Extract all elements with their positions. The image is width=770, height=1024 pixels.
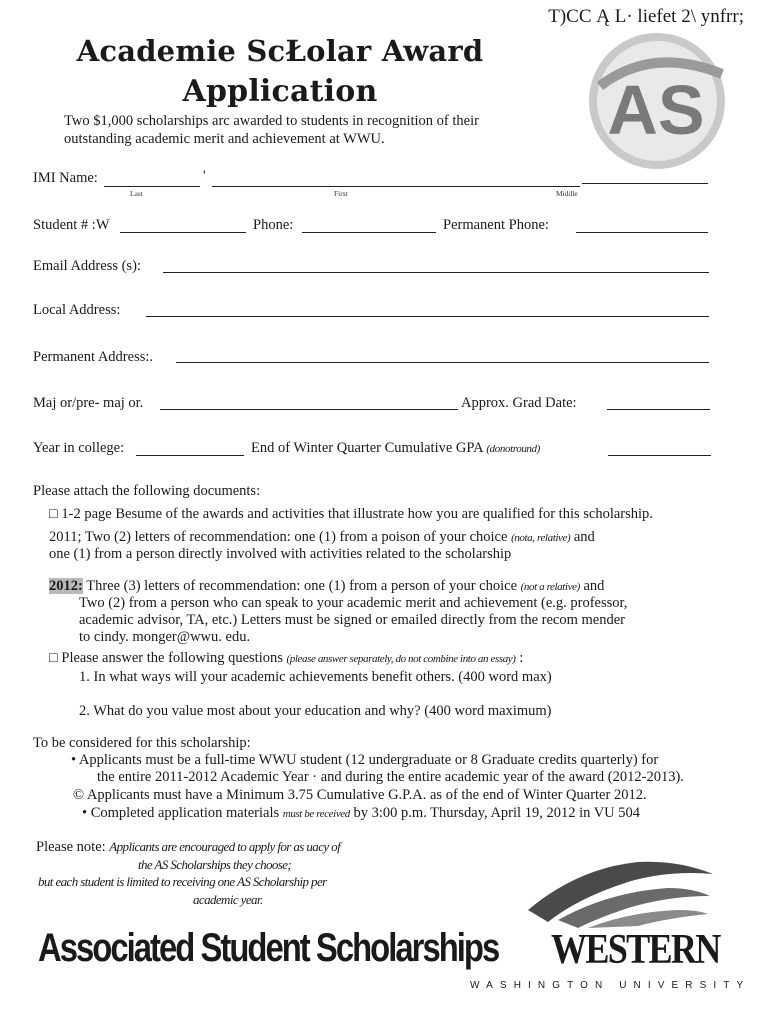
- permanent-phone-label: Permanent Phone:: [443, 217, 549, 233]
- eligibility-bullet-1b: the entire 2011-2012 Academic Year · and during the entire academic year of the award (2012-2013).: [97, 769, 684, 785]
- letters-2012-text: Three (3) letters of recommendation: one (1) from a person of your choice: [86, 578, 518, 594]
- footer-note-line2: the AS Scholarships they choose;: [138, 857, 292, 872]
- intro-text: Two $1,000 scholarships arc awarded to students in recognition of their outstanding academic merit and achievement at WWU.: [64, 113, 479, 147]
- questions-text: Please answer the following questions: [61, 650, 283, 666]
- student-number-label: Student # :W: [33, 217, 110, 233]
- last-name-field[interactable]: [104, 186, 200, 187]
- phone-field[interactable]: [302, 232, 436, 233]
- questions-end: :: [519, 650, 524, 666]
- letters-2011-line1: [49, 529, 595, 547]
- eligibility-heading: To be considered for this scholarship:: [33, 735, 251, 751]
- year-field[interactable]: [136, 455, 244, 456]
- letters-2012-tag: 2012:: [49, 578, 83, 594]
- brand-name: Associated Student Scholarships: [38, 926, 499, 970]
- eligibility-bullet-1a: • Applicants must be a full-time WWU student (12 undergraduate or 8 Graduate credits quarterly) for: [71, 752, 659, 768]
- letters-2011-line2: one (1) from a person directly involved with activities related to the scholarship: [49, 546, 512, 562]
- western-wordmark: WESTERN: [551, 927, 720, 973]
- eligibility-bullet-3-start: • Completed application materials: [82, 805, 280, 821]
- questions-checkbox[interactable]: □: [49, 650, 58, 666]
- gpa-field[interactable]: [608, 455, 711, 456]
- gpa-note: (donotround): [486, 443, 540, 455]
- footer-note-label: Please note:: [36, 839, 106, 855]
- questions-item: [49, 650, 523, 668]
- local-address-label: Local Address:: [33, 302, 121, 318]
- resume-checkbox[interactable]: □: [49, 506, 58, 522]
- letters-2011-end: and: [573, 529, 595, 545]
- letters-2012-end: and: [583, 578, 605, 594]
- last-sub-label: Last: [130, 189, 143, 198]
- gpa-label: [251, 440, 540, 457]
- resume-text: 1-2 page Besume of the awards and activities that illustrate how you are qualified for this scholarship.: [61, 506, 653, 522]
- letters-2011-text: 2011; Two (2) letters of recommendation: one (1) from a poison of your choice: [49, 529, 508, 545]
- middle-sub-label: Middle: [556, 189, 578, 198]
- form-title: Academie ScŁolar Award: [76, 34, 484, 68]
- first-sub-label: First: [334, 189, 348, 198]
- eligibility-bullet-3-end: by 3:00 p.m. Thursday, April 19, 2012 in VU 504: [353, 805, 641, 821]
- email-field[interactable]: [163, 272, 709, 273]
- email-label: Email Address (s):: [33, 258, 141, 274]
- footer-note-line1: [36, 838, 340, 856]
- question-1: 1. In what ways will your academic achievements benefit others. (400 word max): [79, 669, 552, 685]
- letters-2012-line4: to cindy. monger@wwu. edu.: [79, 629, 251, 645]
- footer-note-line3: but each student is limited to receiving one AS Scholarship per: [38, 874, 327, 889]
- logo-text: AS: [607, 71, 705, 149]
- letters-2012-note: (not a relative): [520, 581, 580, 593]
- questions-note: (please answer separately, do not combine into an essay): [286, 653, 516, 665]
- name-label: IMI Name:: [33, 170, 98, 186]
- major-field[interactable]: [160, 409, 458, 410]
- footer-note-text-1: Applicants are encouraged to apply for as uacy of: [109, 839, 341, 854]
- western-wave-logo: [518, 840, 718, 932]
- footer-note-line4: academic year.: [193, 892, 263, 907]
- corner-note: T)CC Ą L· liefet 2\ ynfrr;: [548, 6, 744, 27]
- documents-heading: Please attach the following documents:: [33, 483, 261, 499]
- letters-2012-line2: Two (2) from a person who can speak to your academic merit and achievement (e.g. professor,: [79, 595, 628, 611]
- washington-university-wordmark: WASHINGTON UNIVERSITY: [470, 980, 751, 991]
- resume-item: [49, 506, 653, 523]
- student-number-field[interactable]: [120, 232, 246, 233]
- form-title-line2: Application: [182, 74, 378, 109]
- eligibility-bullet-3: [82, 805, 640, 823]
- local-address-field[interactable]: [146, 316, 709, 317]
- middle-name-field[interactable]: [582, 183, 708, 184]
- letters-2011-note: (nota, relative): [511, 532, 571, 544]
- first-name-field[interactable]: [212, 186, 580, 187]
- letters-2012-line1: [49, 578, 604, 596]
- as-logo: [582, 26, 732, 176]
- eligibility-bullet-3-note: must be received: [282, 808, 350, 820]
- eligibility-bullet-2: © Applicants must have a Minimum 3.75 Cumulative G.P.A. as of the end of Winter Quarter 2012.: [73, 787, 647, 803]
- major-label: Maj or/pre- maj or.: [33, 395, 144, 411]
- letters-2012-line3: academic advisor, TA, etc.) Letters must be signed or emailed directly from the recom mender: [79, 612, 625, 628]
- permanent-phone-field[interactable]: [576, 232, 708, 233]
- year-label: Year in college:: [33, 440, 125, 456]
- gpa-label-text: End of Winter Quarter Cumulative GPA: [251, 440, 483, 456]
- permanent-address-field[interactable]: [176, 362, 709, 363]
- grad-date-field[interactable]: [607, 409, 710, 410]
- grad-date-label: Approx. Grad Date:: [461, 395, 577, 411]
- phone-label: Phone:: [253, 217, 294, 233]
- permanent-address-label: Permanent Address:.: [33, 349, 154, 365]
- question-2: 2. What do you value most about your education and why? (400 word maximum): [79, 703, 552, 719]
